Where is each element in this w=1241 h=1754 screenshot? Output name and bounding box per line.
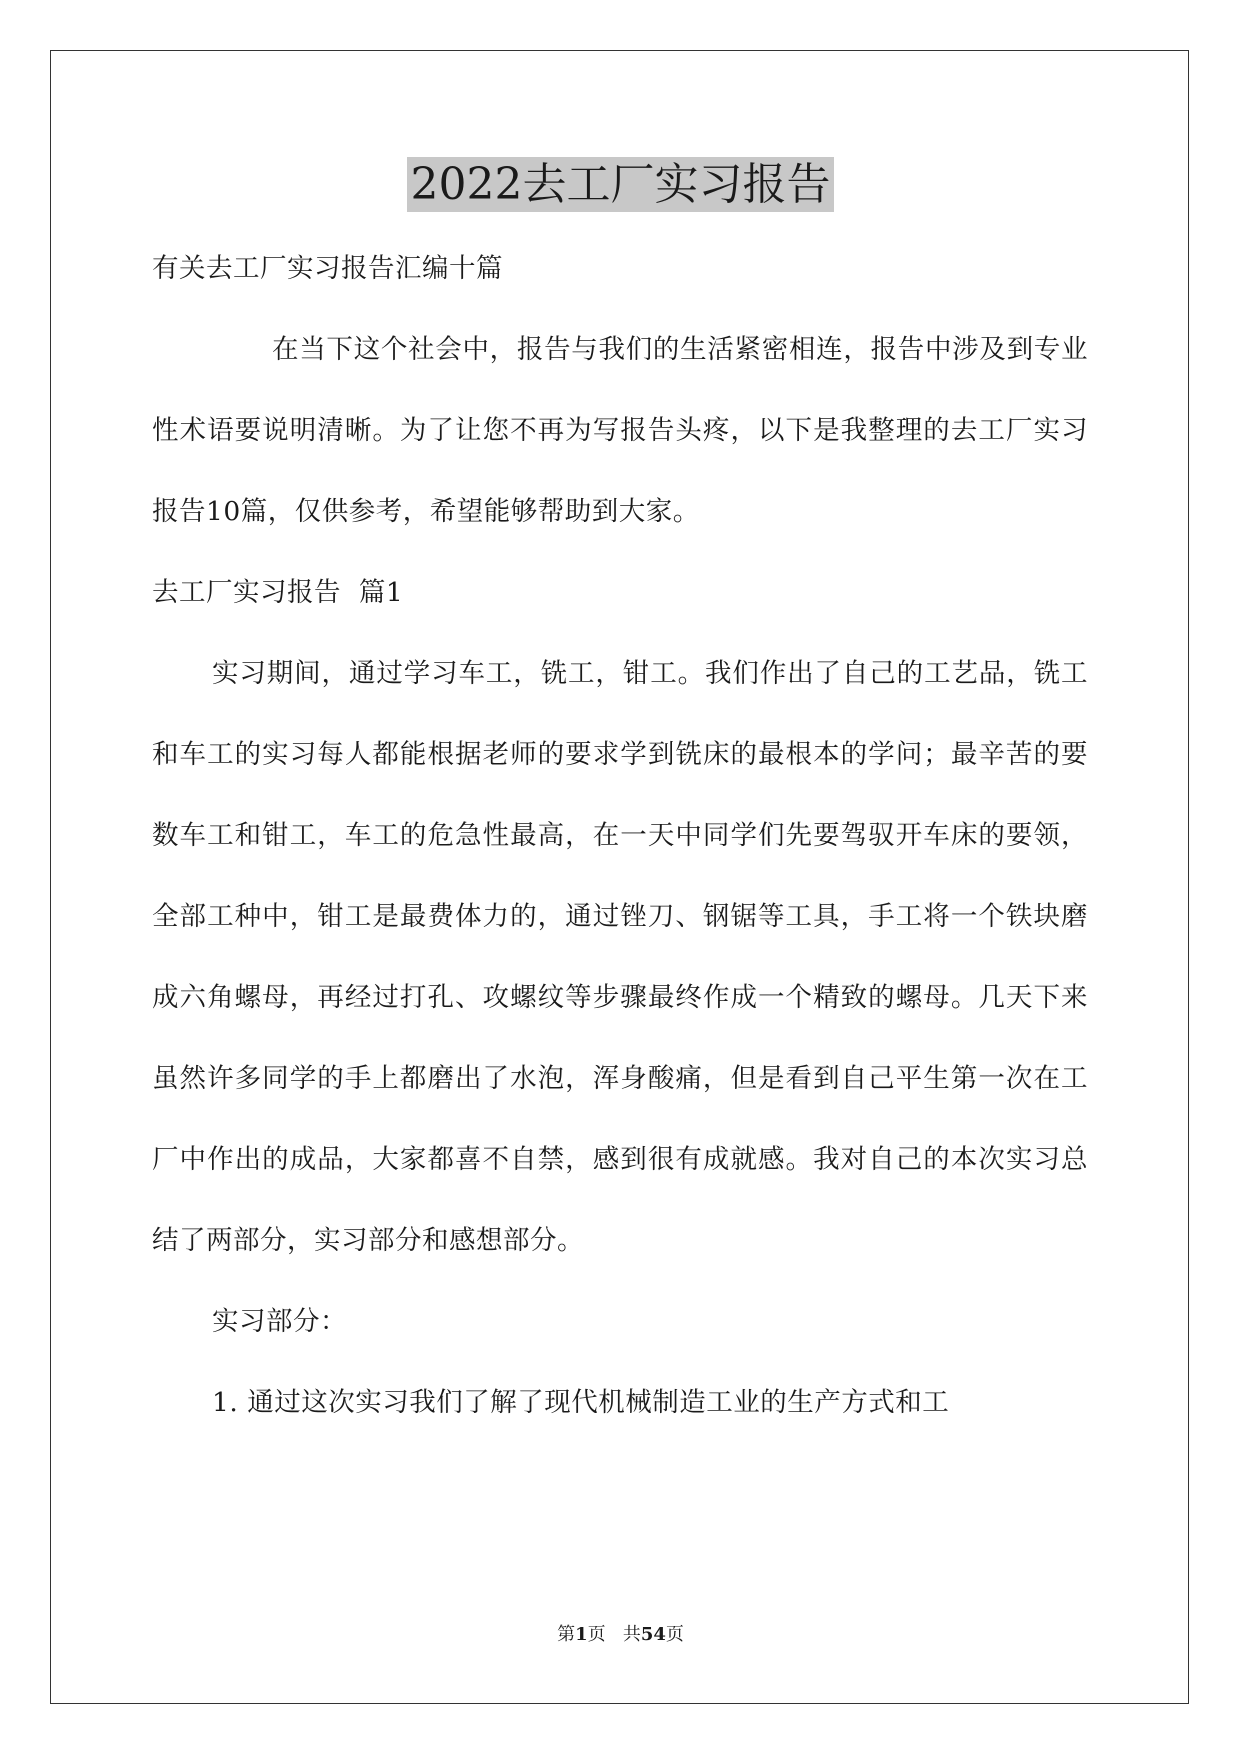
paragraph: 有关去工厂实习报告汇编十篇: [152, 253, 503, 284]
document-title: [0, 155, 1241, 215]
paragraph: 实习期间，通过学习车工，铣工，钳工。我们作出了自己的工艺品，铣工和车工的实习每人都能根据老师的要求学到铣床的最根本的学问；最辛苦的要数车工和钳工，车工的危急性最高，在一天中同学们先要驾驭开车床的要领，全部工种中，钳工是最费体力的，通过锉刀、钢锯等工具，手工将一个铁块磨成六角螺母，再经过打孔、攻螺纹等步骤最终作成一个精致的螺母。几天下来虽然许多同学的手上都磨出了水泡，浑身酸痛，但是看到自己平生第一次在工厂中作出的成品，大家都喜不自禁，感到很有成就感。我对自己的本次实习总结了两部分，实习部分和感想部分。: [152, 658, 1088, 1256]
list-item: 1. 通过这次实习我们了解了现代机械制造工业的生产方式和工: [212, 1387, 950, 1418]
page-prefix: 第: [557, 1624, 576, 1645]
paragraph: 实习部分：: [212, 1306, 347, 1337]
page-footer: [0, 1623, 1241, 1647]
document-title-text: 2022去工厂实习报告: [407, 157, 835, 212]
total-pages: 54: [640, 1624, 666, 1645]
total-prefix: 共: [622, 1624, 641, 1645]
section-heading: 去工厂实习报告 篇1: [152, 577, 404, 608]
document-body: [152, 228, 1088, 1443]
paragraph: 在当下这个社会中，报告与我们的生活紧密相连，报告中涉及到专业性术语要说明清晰。为了让您不再为写报告头疼，以下是我整理的去工厂实习报告10篇，仅供参考，希望能够帮助到大家。: [152, 334, 1088, 527]
total-suffix: 页: [665, 1624, 684, 1645]
page-suffix: 页: [587, 1624, 606, 1645]
page-number: 1: [575, 1624, 588, 1645]
